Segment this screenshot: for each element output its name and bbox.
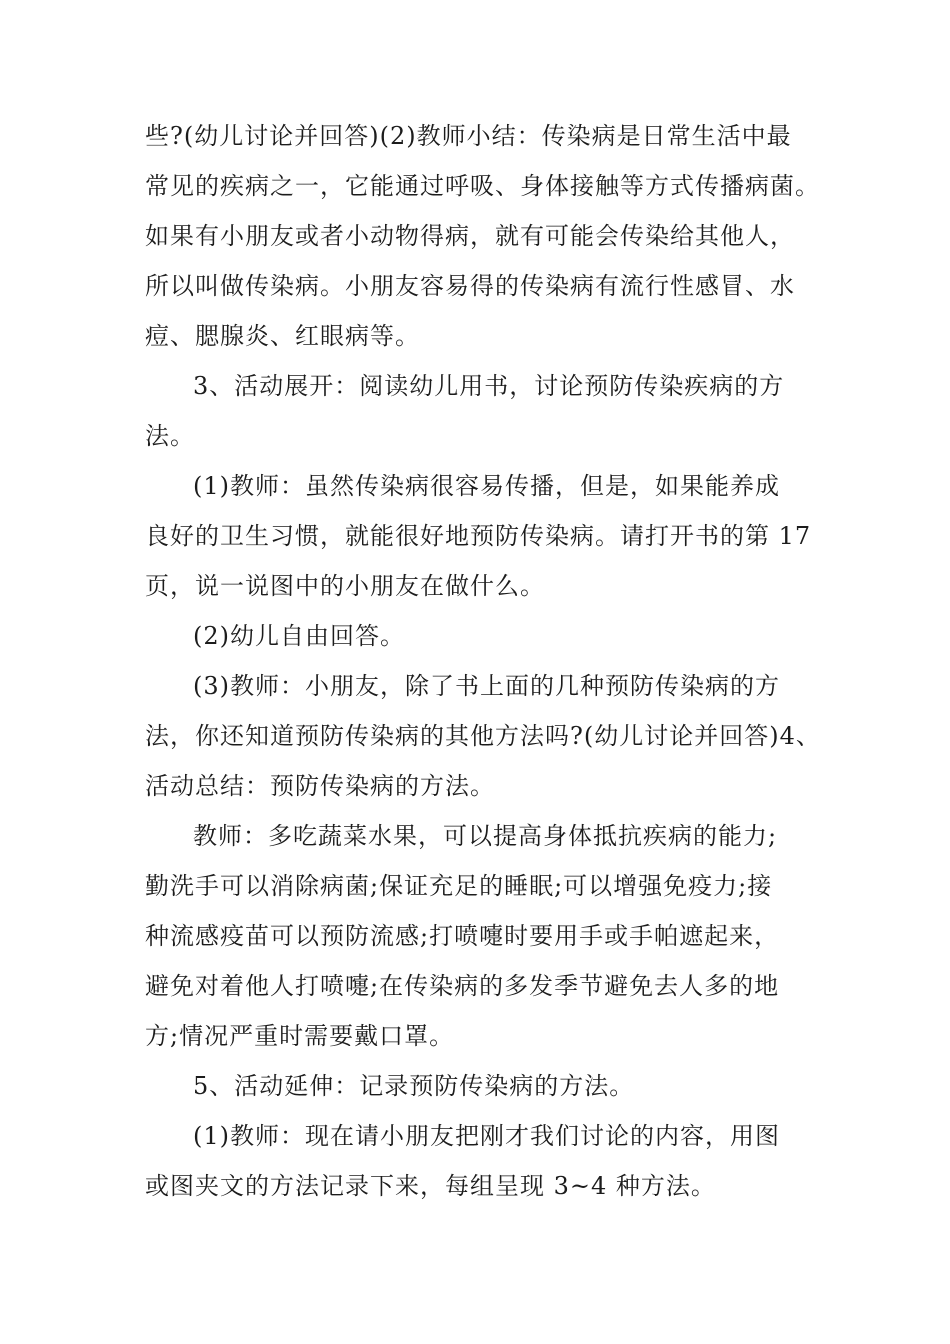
paragraph-step-3 <box>145 661 821 811</box>
text-line: 教师：多吃蔬菜水果，可以提高身体抵抗疾病的能力; <box>193 822 778 850</box>
text-line: 痘、腮腺炎、红眼病等。 <box>145 322 420 350</box>
body-text <box>145 111 821 1211</box>
text-line: 些?(幼儿讨论并回答)(2)教师小结：传染病是日常生活中最 <box>145 122 792 150</box>
paragraph-teacher-summary <box>145 111 820 361</box>
paragraph-step-2 <box>145 611 810 661</box>
paragraph-extension-step-1 <box>145 1111 810 1211</box>
text-line: (1)教师：现在请小朋友把刚才我们讨论的内容，用图 <box>193 1122 780 1150</box>
text-line: 5、活动延伸：记录预防传染病的方法。 <box>193 1072 635 1100</box>
text-line: 3、活动展开：阅读幼儿用书，讨论预防传染疾病的方 <box>193 372 785 400</box>
text-line: 良好的卫生习惯，就能很好地预防传染病。请打开书的第 17 <box>145 522 812 550</box>
text-line: 页，说一说图中的小朋友在做什么。 <box>145 572 545 600</box>
text-line: (3)教师：小朋友，除了书上面的几种预防传染病的方 <box>193 672 780 700</box>
text-line: 法。 <box>145 422 195 450</box>
text-line: 勤洗手可以消除病菌;保证充足的睡眠;可以增强免疫力;接 <box>145 872 773 900</box>
text-line: 活动总结：预防传染病的方法。 <box>145 772 495 800</box>
text-line: 方;情况严重时需要戴口罩。 <box>145 1022 455 1050</box>
paragraph-step-1 <box>145 461 810 611</box>
text-line: 或图夹文的方法记录下来，每组呈现 3~4 种方法。 <box>145 1172 716 1200</box>
text-line: (2)幼儿自由回答。 <box>193 622 405 650</box>
text-line: 法，你还知道预防传染病的其他方法吗?(幼儿讨论并回答)4、 <box>145 722 821 750</box>
paragraph-activity-5 <box>145 1061 810 1111</box>
text-line: (1)教师：虽然传染病很容易传播，但是，如果能养成 <box>193 472 780 500</box>
text-line: 所以叫做传染病。小朋友容易得的传染病有流行性感冒、水 <box>145 272 795 300</box>
text-line: 常见的疾病之一，它能通过呼吸、身体接触等方式传播病菌。 <box>145 172 820 200</box>
paragraph-teacher-methods <box>145 811 810 1061</box>
text-line: 种流感疫苗可以预防流感;打喷嚏时要用手或手帕遮起来， <box>145 922 780 950</box>
text-line: 避免对着他人打喷嚏;在传染病的多发季节避免去人多的地 <box>145 972 780 1000</box>
paragraph-activity-3 <box>145 361 810 461</box>
text-line: 如果有小朋友或者小动物得病，就有可能会传染给其他人， <box>145 222 795 250</box>
